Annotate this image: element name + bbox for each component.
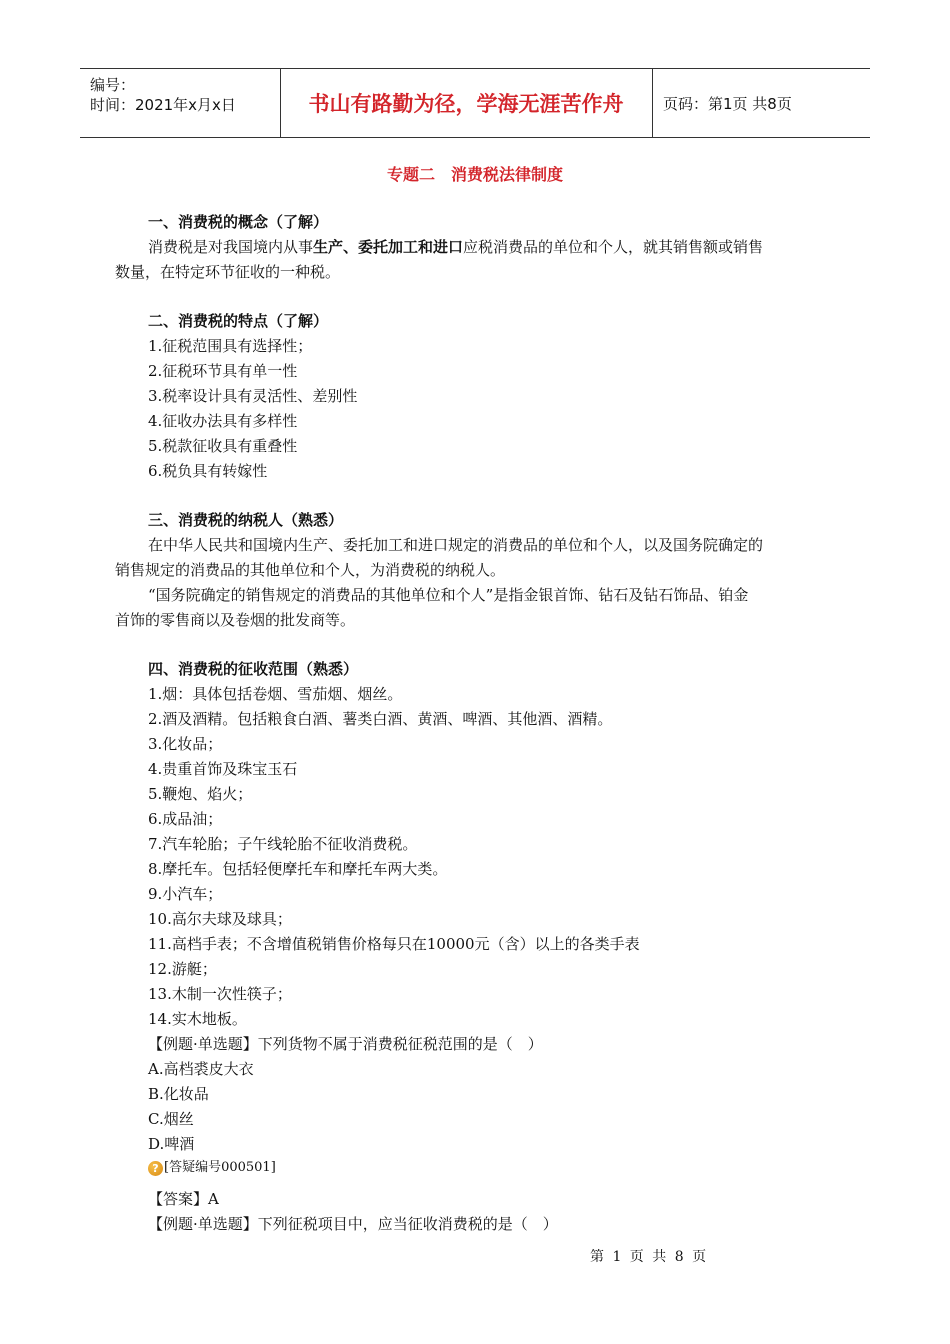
list-item: 1.烟：具体包括卷烟、雪茄烟、烟丝。	[148, 685, 403, 703]
section-3-heading: 三、消费税的纳税人（熟悉）	[148, 511, 344, 529]
list-item: 4.贵重首饰及珠宝玉石	[148, 760, 298, 778]
paragraph-line: 首饰的零售商以及卷烟的批发商等。	[115, 611, 356, 629]
list-item: 4.征收办法具有多样性	[148, 412, 298, 430]
list-item: 6.成品油；	[148, 810, 223, 828]
list-item: 10.高尔夫球及球具；	[148, 910, 292, 928]
paragraph-line: 在中华人民共和国境内生产、委托加工和进口规定的消费品的单位和个人，以及国务院确定的	[148, 536, 764, 554]
list-item: 11.高档手表；不含增值税销售价格每只在10000元（含）以上的各类手表	[148, 935, 640, 953]
list-item: 3.化妆品；	[148, 735, 223, 753]
list-item: 8.摩托车。包括轻便摩托车和摩托车两大类。	[148, 860, 448, 878]
question-option: A.高档裘皮大衣	[148, 1060, 254, 1078]
question-stem: 【例题·单选题】下列征税项目中，应当征收消费税的是（ ）	[148, 1215, 558, 1233]
paragraph-line: 销售规定的消费品的其他单位和个人，为消费税的纳税人。	[115, 561, 506, 579]
list-item: 3.税率设计具有灵活性、差别性	[148, 387, 358, 405]
list-item: 14.实木地板。	[148, 1010, 247, 1028]
section-1-paragraph-cont: 数量，在特定环节征收的一种税。	[115, 263, 341, 281]
document-body	[115, 210, 848, 1237]
list-item: 7.汽车轮胎；子午线轮胎不征收消费税。	[148, 835, 418, 853]
header-meta	[80, 69, 281, 137]
bold-text: 生产、委托加工和进口	[313, 238, 464, 256]
list-item: 5.税款征收具有重叠性	[148, 437, 298, 455]
list-item: 9.小汽车；	[148, 885, 223, 903]
list-item: 5.鞭炮、焰火；	[148, 785, 253, 803]
page-footer: 第 1 页 共 8 页	[590, 1249, 709, 1265]
section-4-heading: 四、消费税的征收范围（熟悉）	[148, 660, 359, 678]
page-header	[80, 68, 870, 138]
header-time: 时间：2021年x月x日	[90, 96, 236, 114]
list-item: 6.税负具有转嫁性	[148, 462, 268, 480]
question-icon: ?	[148, 1161, 163, 1176]
section-2-heading: 二、消费税的特点（了解）	[148, 312, 329, 330]
header-motto: 书山有路勤为径，学海无涯苦作舟	[280, 69, 653, 137]
list-item: 1.征税范围具有选择性；	[148, 337, 313, 355]
text: 消费税是对我国境内从事	[148, 238, 314, 256]
answer: 【答案】A	[148, 1190, 219, 1208]
list-item: 2.征税环节具有单一性	[148, 362, 298, 380]
list-item: 13.木制一次性筷子；	[148, 985, 292, 1003]
question-option: D.啤酒	[148, 1135, 195, 1153]
faq-number: [答疑编号000501]	[164, 1160, 276, 1175]
text: 应税消费品的单位和个人，就其销售额或销售	[463, 238, 764, 256]
question-option: C.烟丝	[148, 1110, 194, 1128]
faq-link[interactable]	[148, 1157, 848, 1179]
list-item: 12.游艇；	[148, 960, 217, 978]
list-item: 2.酒及酒精。包括粮食白酒、薯类白酒、黄酒、啤酒、其他酒、酒精。	[148, 710, 613, 728]
paragraph-line: “国务院确定的销售规定的消费品的其他单位和个人”是指金银首饰、钻石及钻石饰品、铂金	[148, 586, 749, 604]
question-stem: 【例题·单选题】下列货物不属于消费税征税范围的是（ ）	[148, 1035, 543, 1053]
question-option: B.化妆品	[148, 1085, 209, 1103]
section-1-paragraph	[148, 235, 848, 260]
section-1-heading: 一、消费税的概念（了解）	[148, 213, 329, 231]
document-title: 专题二 消费税法律制度	[386, 165, 563, 184]
header-number: 编号：	[90, 76, 136, 94]
header-page-info: 页码：第1页 共8页	[663, 95, 792, 113]
